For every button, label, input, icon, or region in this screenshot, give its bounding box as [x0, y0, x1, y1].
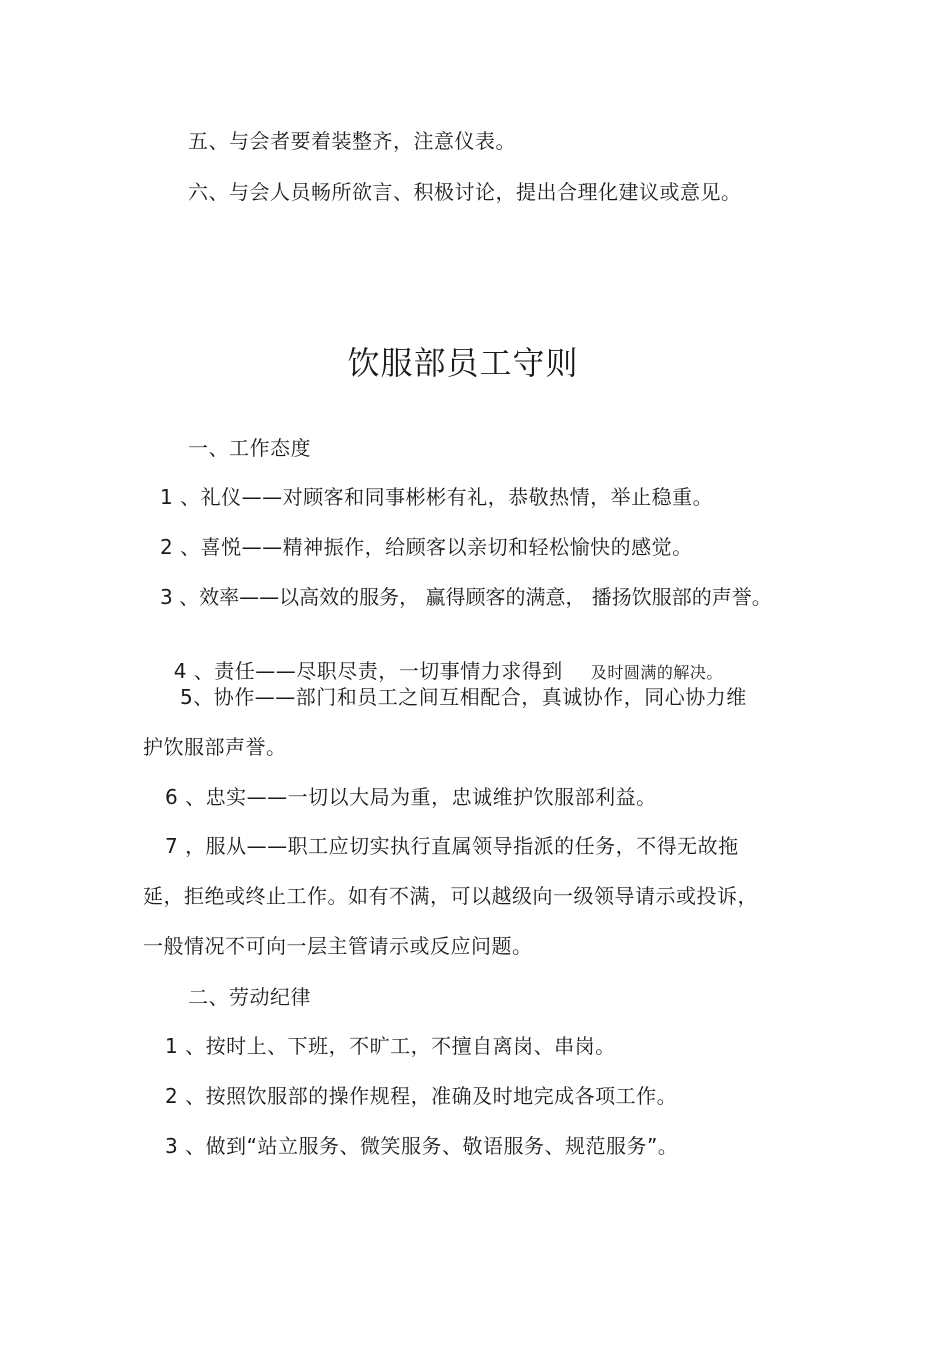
- section-1-item-7-line-a: 7 ，服从——职工应切实执行直属领导指派的任务，不得无故拖: [165, 834, 739, 858]
- section-2-heading: 二、劳动纪律: [188, 985, 311, 1009]
- section-1-item-5-line-b: 护饮服部声誉。: [143, 735, 287, 759]
- section-1-item-2: 2 、喜悦——精神振作，给顾客以亲切和轻松愉快的感觉。: [160, 535, 693, 559]
- section-2-item-3: 3 、做到“站立服务、微笑服务、敬语服务、规范服务”。: [165, 1134, 679, 1158]
- section-1-item-4-tail: 及时圆满的解决。: [590, 663, 723, 682]
- section-1-item-7-line-b: 延，拒绝或终止工作。如有不满，可以越级向一级领导请示或投诉，: [143, 884, 758, 908]
- section-1-item-4-main: 4 、责任——尽职尽责，一切事情力求得到: [173, 659, 563, 683]
- section-1-item-5-line-a: 5、协作——部门和员工之间互相配合，真诚协作，同心协力维: [180, 685, 747, 709]
- section-1-heading: 一、工作态度: [188, 436, 311, 460]
- page-title: 饮服部员工守则: [347, 344, 579, 382]
- section-1-item-3: 3 、效率——以高效的服务， 赢得顾客的满意， 播扬饮服部的声誉。: [160, 585, 772, 609]
- section-1-item-1: 1 、礼仪——对顾客和同事彬彬有礼，恭敬热情，举止稳重。: [160, 485, 714, 509]
- section-2-item-1: 1 、按时上、下班，不旷工，不擅自离岗、串岗。: [165, 1034, 616, 1058]
- section-2-item-2: 2 、按照饮服部的操作规程，准确及时地完成各项工作。: [165, 1084, 678, 1108]
- intro-line-5: 五、与会者要着装整齐，注意仪表。: [188, 129, 516, 153]
- section-1-item-6: 6 、忠实——一切以大局为重，忠诚维护饮服部利益。: [165, 785, 657, 809]
- intro-line-6: 六、与会人员畅所欲言、积极讨论，提出合理化建议或意见。: [188, 180, 742, 204]
- section-1-item-7-line-c: 一般情况不可向一层主管请示或反应问题。: [143, 934, 533, 958]
- section-1-item-4: [160, 635, 723, 685]
